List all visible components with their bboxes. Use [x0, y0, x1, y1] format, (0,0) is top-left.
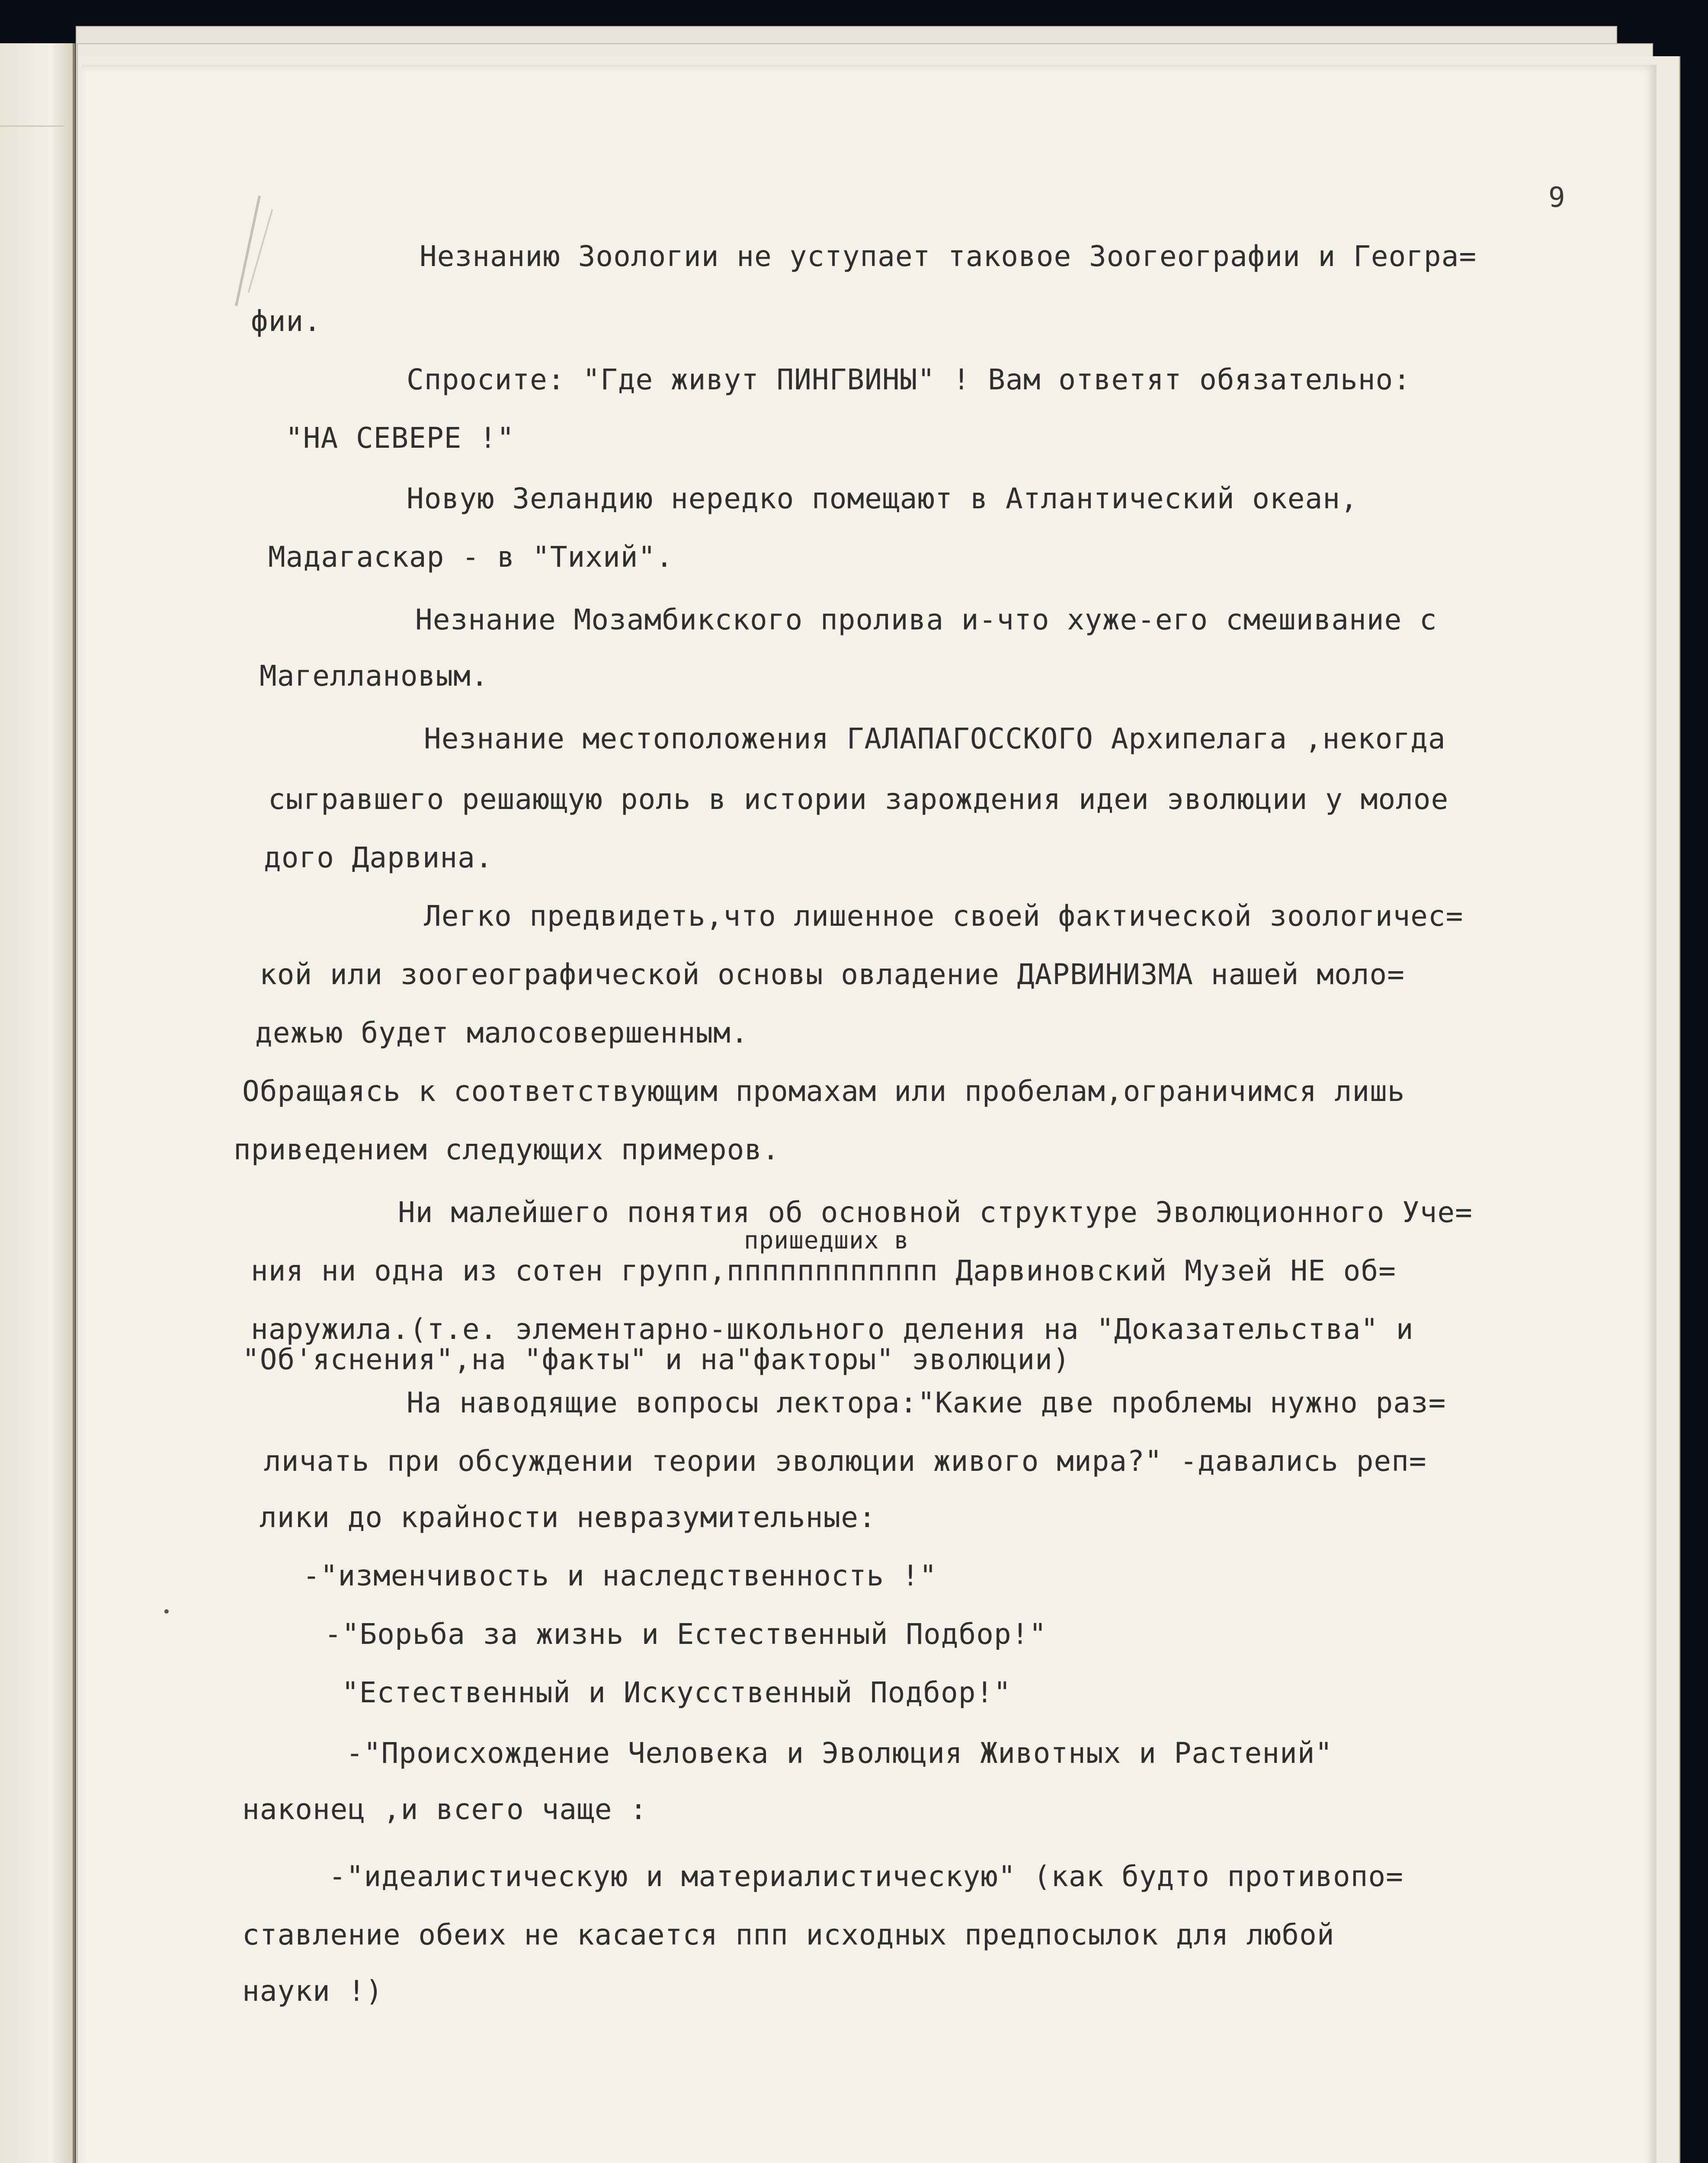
text-line: Легко предвидеть,что лишенное своей фактической зоологичес= [424, 899, 1464, 933]
text-line: "Об'яснения",на "факты" и на"факторы" эволюции) [242, 1343, 1070, 1376]
text-line: На наводящие вопросы лектора:"Какие две проблемы нужно раз= [407, 1386, 1446, 1419]
text-line: -"изменчивость и наследственность !" [303, 1559, 937, 1592]
text-line: фии. [251, 305, 321, 338]
text-line: кой или зоогеографической основы овладение ДАРВИНИЗМА нашей моло= [260, 958, 1405, 991]
text-line: -"идеалистическую и материалистическую" (как будто противопо= [329, 1860, 1404, 1893]
text-line: Незнанию Зоологии не уступает таковое Зоогеографии и Геогра= [420, 240, 1477, 273]
page-number: 9 [1548, 182, 1565, 214]
text-line: личать при обсуждении теории эволюции живого мира?" -давались реп= [264, 1444, 1427, 1478]
text-line: -"Борьба за жизнь и Естественный Подбор!" [324, 1617, 1047, 1651]
text-line: ставление обеих не касается ппп исходных предпосылок для любой [242, 1918, 1335, 1951]
text-line: "НА СЕВЕРЕ !" [285, 421, 515, 455]
text-line: дого Дарвина. [264, 841, 493, 874]
text-line: наконец ,и всего чаще : [242, 1793, 647, 1826]
text-line: Незнание Мозамбикского пролива и-что хуже-его смешивание с [415, 603, 1437, 636]
text-line: сыгравшего решающую роль в истории зарождения идеи эволюции у молое [268, 783, 1449, 816]
text-line: Спросите: "Где живут ПИНГВИНЫ" ! Вам ответят обязательно: [407, 363, 1411, 396]
text-line: Обращаясь к соответствующим промахам или пробелам,ограничимся лишь [242, 1075, 1405, 1108]
text-line: Незнание местоположения ГАЛАПАГОССКОГО Архипелага ,некогда [424, 722, 1446, 755]
text-line: наружила.(т.е. элементарно-школьного деления на "Доказательства" и [251, 1313, 1414, 1346]
text-line: -"Происхождение Человека и Эволюция Животных и Растений" [346, 1736, 1333, 1770]
text-line: Ни малейшего понятия об основной структуре Эволюционного Уче= [398, 1196, 1473, 1229]
ink-speck [164, 1609, 169, 1614]
text-line: "Естественный и Искусственный Подбор!" [342, 1676, 1011, 1709]
text-line: ния ни одна из сотен групп,пппппппппппп Дарвиновский Музей НЕ об= [251, 1254, 1396, 1287]
text-line: лики до крайности невразумительные: [260, 1501, 876, 1534]
text-line-insertion: пришедших в [744, 1226, 909, 1255]
text-line: дежью будет малосовершенным. [255, 1016, 749, 1049]
text-line: Мадагаскар - в "Тихий". [268, 540, 673, 574]
text-line: приведением следующих примеров. [234, 1133, 780, 1166]
text-line: Новую Зеландию нередко помещают в Атлантический океан, [407, 482, 1358, 515]
text-line: Магеллановым. [260, 659, 489, 693]
text-line: науки !) [242, 1974, 383, 2008]
